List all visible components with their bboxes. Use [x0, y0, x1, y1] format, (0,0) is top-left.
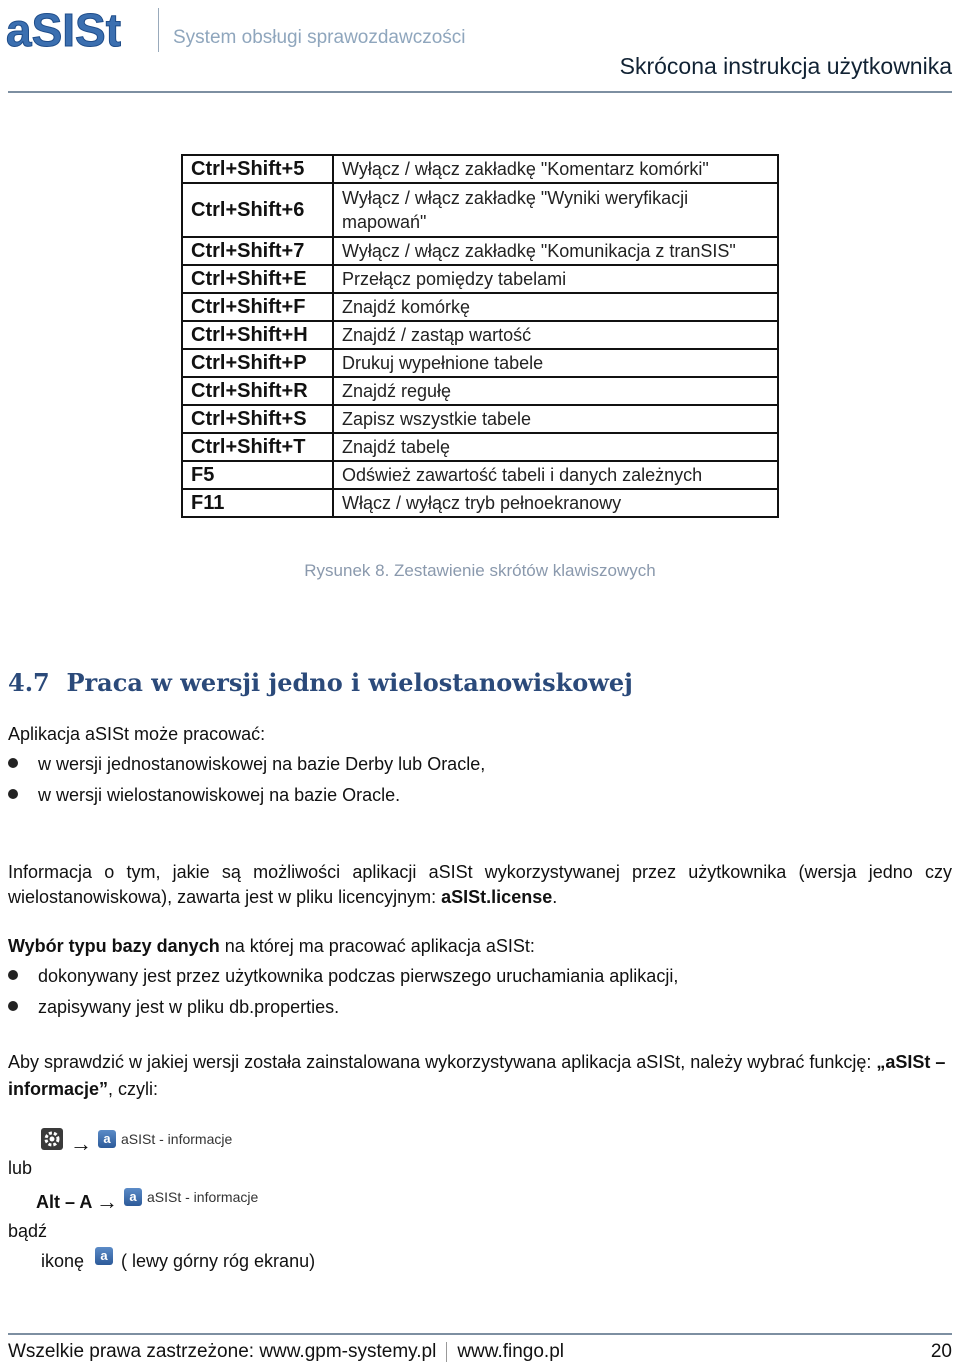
section-title: Praca w wersji jedno i wielostanowiskowej: [66, 668, 633, 697]
bullet-icon: [8, 758, 18, 768]
shortcut-key: Ctrl+Shift+6: [182, 183, 333, 237]
footer-links: [8, 1341, 564, 1363]
shortcut-description: Znajdź komórkę: [333, 293, 778, 321]
shortcut-description: Znajdź tabelę: [333, 433, 778, 461]
footer-rule: [8, 1333, 952, 1335]
or-label: lub: [8, 1158, 33, 1178]
shortcut-key: Ctrl+Shift+S: [182, 405, 333, 433]
shortcut-key: Ctrl+Shift+E: [182, 265, 333, 293]
svg-text:aSISt: aSISt: [6, 6, 122, 52]
bullet-icon: [8, 1001, 18, 1011]
arrow-icon: →: [70, 1131, 92, 1156]
table-row: [182, 461, 778, 489]
bullet-icon: [8, 970, 18, 980]
shortcut-key: Ctrl+Shift+5: [182, 155, 333, 183]
figure-caption: Rysunek 8. Zestawienie skrótów klawiszowych: [304, 561, 656, 580]
page-number: 20: [930, 1341, 952, 1362]
footer-site[interactable]: www.fingo.pl: [457, 1341, 564, 1362]
table-row: [182, 183, 778, 237]
section-heading: [8, 668, 633, 697]
check-version-paragraph: Aby sprawdzić w jakiej wersji została zainstalowana wykorzystywana aplikacja aSISt, należy wybrać funkcję: „aSISt – informacje”, czyli:: [8, 1052, 946, 1099]
shortcut-description: Drukuj wypełnione tabele: [333, 349, 778, 377]
list-item: dokonywany jest przez użytkownika podczas pierwszego uruchamiania aplikacji,: [8, 966, 678, 987]
table-row: [182, 489, 778, 517]
table-row: [182, 377, 778, 405]
list-item: w wersji jednostanowiskowej na bazie Derby lub Oracle,: [8, 754, 485, 775]
shortcut-description: Włącz / wyłącz tryb pełnoekranowy: [333, 489, 778, 517]
shortcut-key: Ctrl+Shift+P: [182, 349, 333, 377]
footer-rights[interactable]: Wszelkie prawa zastrzeżone: www.gpm-systemy.pl: [8, 1341, 437, 1362]
shortcuts-table: [181, 154, 779, 518]
shortcut-description: Wyłącz / włącz zakładkę "Wyniki weryfikacji mapowań": [333, 183, 778, 237]
table-row: [182, 349, 778, 377]
menu-item-asist-info[interactable]: a aSISt - informacje: [98, 1130, 232, 1148]
shortcut-description: Odśwież zawartość tabeli i danych zależnych: [333, 461, 778, 489]
shortcut-key: F5: [182, 461, 333, 489]
section-number: 4.7: [8, 668, 50, 697]
arrow-icon: →: [96, 1189, 118, 1214]
shortcut-key: F11: [182, 489, 333, 517]
shortcut-key: Ctrl+Shift+F: [182, 293, 333, 321]
shortcut-description: Wyłącz / włącz zakładkę "Komentarz komórki": [333, 155, 778, 183]
app-icon: a: [98, 1130, 116, 1148]
icon-note: ( lewy górny róg ekranu): [121, 1251, 316, 1271]
function-name: „aSISt – informacje”: [8, 1052, 946, 1099]
list-item: zapisywany jest w pliku db.properties.: [8, 997, 339, 1018]
shortcut-key: Ctrl+Shift+R: [182, 377, 333, 405]
table-row: [182, 155, 778, 183]
shortcut-key: Ctrl+Shift+H: [182, 321, 333, 349]
settings-gear-icon[interactable]: [41, 1128, 63, 1150]
license-file: aSISt.license: [441, 887, 553, 907]
intro-text: Aplikacja aSISt może pracować:: [8, 724, 266, 744]
system-name: System obsługi sprawozdawczości: [173, 27, 466, 48]
document-title: Skrócona instrukcja użytkownika: [619, 53, 952, 79]
menu-item-asist-info[interactable]: a aSISt - informacje: [124, 1188, 258, 1206]
header-divider: [158, 8, 159, 52]
app-icon: a: [124, 1188, 142, 1206]
header-rule: [8, 91, 952, 93]
table-row: [182, 433, 778, 461]
shortcut-description: Wyłącz / włącz zakładkę "Komunikacja z tranSIS": [333, 237, 778, 265]
shortcut-description: Znajdź / zastąp wartość: [333, 321, 778, 349]
table-row: [182, 321, 778, 349]
shortcut-key: Ctrl+Shift+7: [182, 237, 333, 265]
table-row: [182, 293, 778, 321]
icon-word: ikonę: [41, 1251, 85, 1271]
table-row: [182, 405, 778, 433]
footer-separator: [446, 1342, 447, 1362]
asist-logo: [6, 6, 142, 52]
bullet-icon: [8, 789, 18, 799]
shortcut-description: Znajdź regułę: [333, 377, 778, 405]
keyboard-shortcut: Alt – A: [36, 1192, 93, 1212]
list-item: w wersji wielostanowiskowej na bazie Oracle.: [8, 785, 400, 806]
shortcut-description: Zapisz wszystkie tabele: [333, 405, 778, 433]
gear-icon: [41, 1128, 63, 1150]
or-label: bądź: [8, 1221, 48, 1241]
shortcut-key: Ctrl+Shift+T: [182, 433, 333, 461]
table-row: [182, 237, 778, 265]
app-icon[interactable]: a: [95, 1247, 113, 1265]
table-row: [182, 265, 778, 293]
db-choice-paragraph: Wybór typu bazy danych na której ma pracować aplikacja aSISt:: [8, 936, 535, 956]
shortcut-description: Przełącz pomiędzy tabelami: [333, 265, 778, 293]
license-paragraph: Informacja o tym, jakie są możliwości aplikacji aSISt wykorzystywanej przez użytkownika (wersja jedno czy wielostanowiskowa), zawarta jest w pliku licencyjnym: aSISt.license.: [8, 862, 952, 907]
